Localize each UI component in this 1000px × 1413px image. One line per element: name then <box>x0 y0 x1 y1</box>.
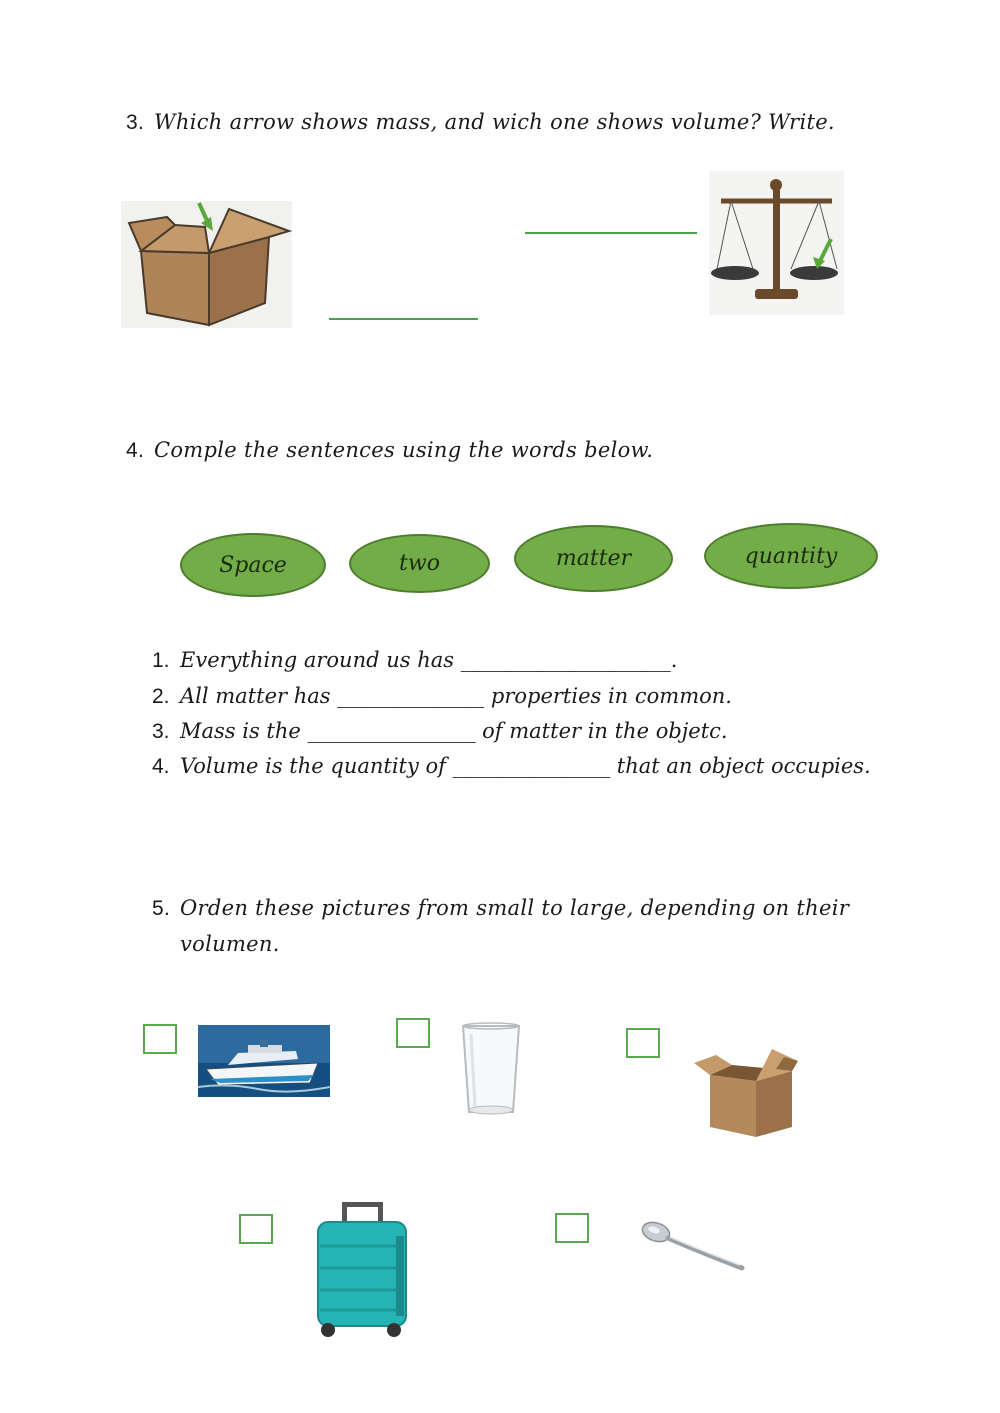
question-4-text: Comple the sentences using the words below. <box>154 438 654 462</box>
question-5 <box>152 896 849 921</box>
question-5-text-line2: volumen. <box>180 932 280 956</box>
checkbox-cardboard-box[interactable] <box>626 1028 660 1058</box>
question-5-text-line1: Orden these pictures from small to large, depending on their <box>180 896 850 920</box>
sentence-2-text[interactable]: All matter has ______________ properties in common. <box>180 684 732 708</box>
question-3 <box>126 110 835 135</box>
sentence-2-number: 2. <box>152 685 170 708</box>
sentence-1-number: 1. <box>152 649 170 672</box>
sentence-2 <box>152 684 732 709</box>
sentence-4 <box>152 754 871 779</box>
question-3-text: Which arrow shows mass, and wich one shows volume? Write. <box>154 110 835 134</box>
question-5-number: 5. <box>152 897 171 920</box>
scale-answer-line[interactable] <box>525 232 697 234</box>
word-space: Space <box>180 533 326 597</box>
sentence-3 <box>152 719 728 744</box>
cardboard-box-image <box>692 1045 802 1139</box>
scale-mass-image <box>709 171 844 315</box>
spoon-image <box>640 1218 746 1274</box>
sentence-1 <box>152 648 677 673</box>
sentence-3-text[interactable]: Mass is the ________________ of matter in the objetc. <box>180 719 728 743</box>
word-two: two <box>349 534 490 593</box>
box-answer-line[interactable] <box>329 318 478 320</box>
word-quantity: quantity <box>704 523 878 589</box>
checkbox-spoon[interactable] <box>555 1213 589 1243</box>
sentence-3-number: 3. <box>152 720 170 743</box>
word-matter: matter <box>514 525 673 592</box>
ship-image <box>198 1025 330 1097</box>
sentence-4-number: 4. <box>152 755 170 778</box>
checkbox-ship[interactable] <box>143 1024 177 1054</box>
question-4-number: 4. <box>126 439 145 462</box>
sentence-1-text[interactable]: Everything around us has ____________________. <box>180 648 678 672</box>
checkbox-suitcase[interactable] <box>239 1214 273 1244</box>
question-4 <box>126 438 653 463</box>
sentence-4-text[interactable]: Volume is the quantity of _______________ that an object occupies. <box>180 754 871 778</box>
box-volume-image <box>121 201 292 328</box>
checkbox-glass[interactable] <box>396 1018 430 1048</box>
suitcase-image <box>312 1202 412 1338</box>
question-3-number: 3. <box>126 111 145 134</box>
glass-image <box>455 1020 527 1118</box>
